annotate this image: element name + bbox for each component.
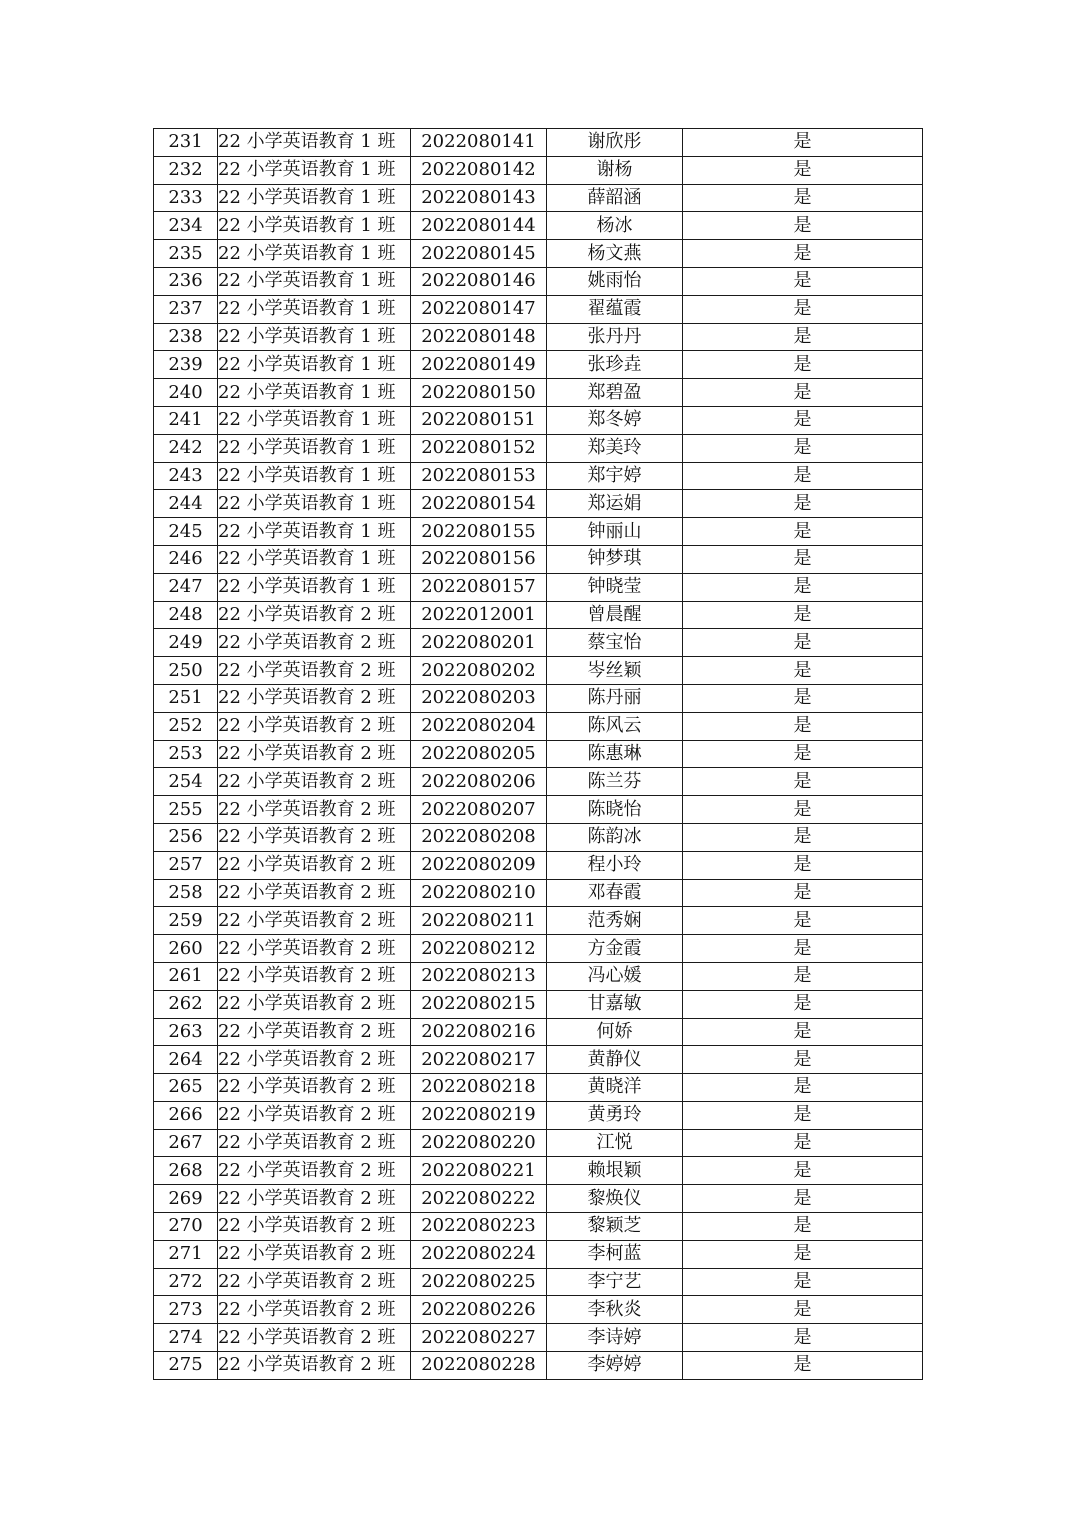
student-id-cell: 2022080144 [411, 212, 547, 240]
status-flag-cell: 是 [683, 1101, 923, 1129]
class-name-cell: 22 小学英语教育 1 班 [218, 323, 411, 351]
status-flag-cell: 是 [683, 240, 923, 268]
status-flag-cell: 是 [683, 684, 923, 712]
student-name-cell: 李诗婷 [547, 1324, 683, 1352]
row-number-cell: 260 [154, 935, 218, 963]
row-number-cell: 234 [154, 212, 218, 240]
status-flag-cell: 是 [683, 768, 923, 796]
student-name-cell: 程小玲 [547, 851, 683, 879]
class-name-cell: 22 小学英语教育 1 班 [218, 184, 411, 212]
row-number-cell: 254 [154, 768, 218, 796]
table-row [154, 1324, 923, 1352]
status-flag-cell: 是 [683, 1046, 923, 1074]
student-name-cell: 曾晨醒 [547, 601, 683, 629]
table-row [154, 712, 923, 740]
student-name-cell: 黎焕仪 [547, 1185, 683, 1213]
student-id-cell: 2022080206 [411, 768, 547, 796]
student-name-cell: 赖垠颖 [547, 1157, 683, 1185]
row-number-cell: 246 [154, 545, 218, 573]
student-name-cell: 方金霞 [547, 935, 683, 963]
row-number-cell: 241 [154, 406, 218, 434]
row-number-cell: 270 [154, 1213, 218, 1241]
class-name-cell: 22 小学英语教育 2 班 [218, 740, 411, 768]
status-flag-cell: 是 [683, 212, 923, 240]
status-flag-cell: 是 [683, 1240, 923, 1268]
row-number-cell: 249 [154, 629, 218, 657]
table-row [154, 629, 923, 657]
row-number-cell: 255 [154, 796, 218, 824]
student-id-cell: 2022080222 [411, 1185, 547, 1213]
table-row [154, 990, 923, 1018]
student-id-cell: 2022080150 [411, 379, 547, 407]
class-name-cell: 22 小学英语教育 2 班 [218, 1129, 411, 1157]
status-flag-cell: 是 [683, 740, 923, 768]
status-flag-cell: 是 [683, 156, 923, 184]
row-number-cell: 275 [154, 1352, 218, 1380]
table-row [154, 518, 923, 546]
student-name-cell: 李宁艺 [547, 1268, 683, 1296]
table-row [154, 545, 923, 573]
status-flag-cell: 是 [683, 379, 923, 407]
table-row [154, 267, 923, 295]
row-number-cell: 247 [154, 573, 218, 601]
student-name-cell: 薛韶涵 [547, 184, 683, 212]
class-name-cell: 22 小学英语教育 2 班 [218, 1157, 411, 1185]
table-row [154, 379, 923, 407]
student-name-cell: 郑宇婷 [547, 462, 683, 490]
student-name-cell: 黄静仪 [547, 1046, 683, 1074]
table-row [154, 490, 923, 518]
status-flag-cell: 是 [683, 1296, 923, 1324]
row-number-cell: 256 [154, 823, 218, 851]
row-number-cell: 233 [154, 184, 218, 212]
class-name-cell: 22 小学英语教育 2 班 [218, 768, 411, 796]
table-row [154, 962, 923, 990]
student-id-cell: 2022080226 [411, 1296, 547, 1324]
class-name-cell: 22 小学英语教育 2 班 [218, 1185, 411, 1213]
row-number-cell: 243 [154, 462, 218, 490]
student-id-cell: 2022080143 [411, 184, 547, 212]
student-id-cell: 2022080152 [411, 434, 547, 462]
student-name-cell: 郑运娟 [547, 490, 683, 518]
student-id-cell: 2022080141 [411, 129, 547, 157]
status-flag-cell: 是 [683, 629, 923, 657]
student-name-cell: 江悦 [547, 1129, 683, 1157]
student-roster-table [153, 128, 923, 1380]
student-id-cell: 2022080154 [411, 490, 547, 518]
class-name-cell: 22 小学英语教育 1 班 [218, 295, 411, 323]
student-name-cell: 钟梦琪 [547, 545, 683, 573]
class-name-cell: 22 小学英语教育 2 班 [218, 935, 411, 963]
status-flag-cell: 是 [683, 518, 923, 546]
status-flag-cell: 是 [683, 1129, 923, 1157]
class-name-cell: 22 小学英语教育 2 班 [218, 1324, 411, 1352]
student-id-cell: 2022080225 [411, 1268, 547, 1296]
student-id-cell: 2022080155 [411, 518, 547, 546]
student-name-cell: 范秀娴 [547, 907, 683, 935]
status-flag-cell: 是 [683, 490, 923, 518]
row-number-cell: 258 [154, 879, 218, 907]
row-number-cell: 250 [154, 657, 218, 685]
student-id-cell: 2022080217 [411, 1046, 547, 1074]
student-id-cell: 2022080220 [411, 1129, 547, 1157]
status-flag-cell: 是 [683, 712, 923, 740]
status-flag-cell: 是 [683, 1074, 923, 1102]
student-id-cell: 2022080153 [411, 462, 547, 490]
class-name-cell: 22 小学英语教育 1 班 [218, 462, 411, 490]
student-name-cell: 陈韵冰 [547, 823, 683, 851]
table-row [154, 823, 923, 851]
student-name-cell: 谢欣彤 [547, 129, 683, 157]
status-flag-cell: 是 [683, 1157, 923, 1185]
class-name-cell: 22 小学英语教育 2 班 [218, 796, 411, 824]
student-name-cell: 杨文燕 [547, 240, 683, 268]
student-name-cell: 钟丽山 [547, 518, 683, 546]
student-name-cell: 邓春霞 [547, 879, 683, 907]
status-flag-cell: 是 [683, 1185, 923, 1213]
class-name-cell: 22 小学英语教育 2 班 [218, 1240, 411, 1268]
table-row [154, 740, 923, 768]
student-id-cell: 2022080151 [411, 406, 547, 434]
student-id-cell: 2022080201 [411, 629, 547, 657]
table-row [154, 573, 923, 601]
class-name-cell: 22 小学英语教育 1 班 [218, 518, 411, 546]
table-row [154, 1074, 923, 1102]
status-flag-cell: 是 [683, 935, 923, 963]
row-number-cell: 240 [154, 379, 218, 407]
status-flag-cell: 是 [683, 545, 923, 573]
student-name-cell: 郑碧盈 [547, 379, 683, 407]
class-name-cell: 22 小学英语教育 2 班 [218, 962, 411, 990]
student-name-cell: 郑美玲 [547, 434, 683, 462]
table-row [154, 434, 923, 462]
row-number-cell: 257 [154, 851, 218, 879]
student-id-cell: 2022080204 [411, 712, 547, 740]
student-name-cell: 黎颖芝 [547, 1213, 683, 1241]
student-id-cell: 2022080223 [411, 1213, 547, 1241]
class-name-cell: 22 小学英语教育 2 班 [218, 629, 411, 657]
roster-table-body [154, 129, 923, 1380]
student-name-cell: 张丹丹 [547, 323, 683, 351]
table-row [154, 684, 923, 712]
class-name-cell: 22 小学英语教育 2 班 [218, 990, 411, 1018]
student-id-cell: 2022012001 [411, 601, 547, 629]
row-number-cell: 262 [154, 990, 218, 1018]
student-id-cell: 2022080156 [411, 545, 547, 573]
status-flag-cell: 是 [683, 657, 923, 685]
status-flag-cell: 是 [683, 184, 923, 212]
status-flag-cell: 是 [683, 851, 923, 879]
table-row [154, 129, 923, 157]
student-name-cell: 蔡宝怡 [547, 629, 683, 657]
class-name-cell: 22 小学英语教育 2 班 [218, 823, 411, 851]
row-number-cell: 273 [154, 1296, 218, 1324]
row-number-cell: 259 [154, 907, 218, 935]
status-flag-cell: 是 [683, 462, 923, 490]
student-id-cell: 2022080208 [411, 823, 547, 851]
table-row [154, 1185, 923, 1213]
student-name-cell: 郑冬婷 [547, 406, 683, 434]
student-id-cell: 2022080224 [411, 1240, 547, 1268]
student-id-cell: 2022080209 [411, 851, 547, 879]
table-row [154, 935, 923, 963]
row-number-cell: 232 [154, 156, 218, 184]
table-row [154, 1213, 923, 1241]
class-name-cell: 22 小学英语教育 1 班 [218, 129, 411, 157]
table-row [154, 212, 923, 240]
class-name-cell: 22 小学英语教育 1 班 [218, 545, 411, 573]
student-name-cell: 陈风云 [547, 712, 683, 740]
student-id-cell: 2022080216 [411, 1018, 547, 1046]
student-id-cell: 2022080145 [411, 240, 547, 268]
student-id-cell: 2022080215 [411, 990, 547, 1018]
class-name-cell: 22 小学英语教育 1 班 [218, 490, 411, 518]
row-number-cell: 266 [154, 1101, 218, 1129]
table-row [154, 462, 923, 490]
class-name-cell: 22 小学英语教育 2 班 [218, 1074, 411, 1102]
table-row [154, 240, 923, 268]
student-id-cell: 2022080219 [411, 1101, 547, 1129]
class-name-cell: 22 小学英语教育 2 班 [218, 1213, 411, 1241]
table-row [154, 1157, 923, 1185]
row-number-cell: 253 [154, 740, 218, 768]
row-number-cell: 268 [154, 1157, 218, 1185]
class-name-cell: 22 小学英语教育 1 班 [218, 212, 411, 240]
student-id-cell: 2022080210 [411, 879, 547, 907]
table-row [154, 907, 923, 935]
row-number-cell: 269 [154, 1185, 218, 1213]
row-number-cell: 231 [154, 129, 218, 157]
student-name-cell: 钟晓莹 [547, 573, 683, 601]
student-id-cell: 2022080146 [411, 267, 547, 295]
row-number-cell: 272 [154, 1268, 218, 1296]
table-row [154, 768, 923, 796]
student-id-cell: 2022080211 [411, 907, 547, 935]
status-flag-cell: 是 [683, 907, 923, 935]
table-row [154, 156, 923, 184]
class-name-cell: 22 小学英语教育 2 班 [218, 712, 411, 740]
status-flag-cell: 是 [683, 129, 923, 157]
student-name-cell: 姚雨怡 [547, 267, 683, 295]
student-id-cell: 2022080202 [411, 657, 547, 685]
status-flag-cell: 是 [683, 1213, 923, 1241]
status-flag-cell: 是 [683, 1268, 923, 1296]
row-number-cell: 263 [154, 1018, 218, 1046]
status-flag-cell: 是 [683, 1324, 923, 1352]
status-flag-cell: 是 [683, 879, 923, 907]
student-name-cell: 杨冰 [547, 212, 683, 240]
status-flag-cell: 是 [683, 1018, 923, 1046]
status-flag-cell: 是 [683, 990, 923, 1018]
status-flag-cell: 是 [683, 267, 923, 295]
table-row [154, 295, 923, 323]
class-name-cell: 22 小学英语教育 1 班 [218, 156, 411, 184]
row-number-cell: 251 [154, 684, 218, 712]
status-flag-cell: 是 [683, 601, 923, 629]
table-row [154, 657, 923, 685]
class-name-cell: 22 小学英语教育 2 班 [218, 657, 411, 685]
student-name-cell: 岑丝颖 [547, 657, 683, 685]
class-name-cell: 22 小学英语教育 2 班 [218, 684, 411, 712]
student-name-cell: 黄勇玲 [547, 1101, 683, 1129]
row-number-cell: 267 [154, 1129, 218, 1157]
class-name-cell: 22 小学英语教育 2 班 [218, 879, 411, 907]
status-flag-cell: 是 [683, 962, 923, 990]
row-number-cell: 237 [154, 295, 218, 323]
student-id-cell: 2022080207 [411, 796, 547, 824]
student-name-cell: 冯心媛 [547, 962, 683, 990]
table-row [154, 851, 923, 879]
row-number-cell: 239 [154, 351, 218, 379]
table-row [154, 1018, 923, 1046]
student-name-cell: 李婷婷 [547, 1352, 683, 1380]
student-id-cell: 2022080203 [411, 684, 547, 712]
student-id-cell: 2022080142 [411, 156, 547, 184]
student-id-cell: 2022080227 [411, 1324, 547, 1352]
student-name-cell: 陈晓怡 [547, 796, 683, 824]
student-name-cell: 李秋炎 [547, 1296, 683, 1324]
student-id-cell: 2022080212 [411, 935, 547, 963]
row-number-cell: 248 [154, 601, 218, 629]
student-name-cell: 陈兰芬 [547, 768, 683, 796]
student-id-cell: 2022080157 [411, 573, 547, 601]
student-id-cell: 2022080205 [411, 740, 547, 768]
student-id-cell: 2022080228 [411, 1352, 547, 1380]
status-flag-cell: 是 [683, 295, 923, 323]
student-name-cell: 翟蕴霞 [547, 295, 683, 323]
student-name-cell: 陈丹丽 [547, 684, 683, 712]
class-name-cell: 22 小学英语教育 1 班 [218, 351, 411, 379]
table-row [154, 1240, 923, 1268]
status-flag-cell: 是 [683, 434, 923, 462]
student-id-cell: 2022080147 [411, 295, 547, 323]
row-number-cell: 261 [154, 962, 218, 990]
table-row [154, 1129, 923, 1157]
table-row [154, 323, 923, 351]
row-number-cell: 235 [154, 240, 218, 268]
class-name-cell: 22 小学英语教育 2 班 [218, 1352, 411, 1380]
table-row [154, 1268, 923, 1296]
student-id-cell: 2022080148 [411, 323, 547, 351]
student-name-cell: 张珍垚 [547, 351, 683, 379]
student-name-cell: 李柯蓝 [547, 1240, 683, 1268]
row-number-cell: 274 [154, 1324, 218, 1352]
student-id-cell: 2022080213 [411, 962, 547, 990]
table-row [154, 184, 923, 212]
table-row [154, 351, 923, 379]
row-number-cell: 264 [154, 1046, 218, 1074]
row-number-cell: 245 [154, 518, 218, 546]
row-number-cell: 265 [154, 1074, 218, 1102]
class-name-cell: 22 小学英语教育 2 班 [218, 601, 411, 629]
row-number-cell: 238 [154, 323, 218, 351]
table-row [154, 406, 923, 434]
status-flag-cell: 是 [683, 823, 923, 851]
student-id-cell: 2022080218 [411, 1074, 547, 1102]
status-flag-cell: 是 [683, 351, 923, 379]
row-number-cell: 242 [154, 434, 218, 462]
row-number-cell: 236 [154, 267, 218, 295]
student-id-cell: 2022080221 [411, 1157, 547, 1185]
status-flag-cell: 是 [683, 406, 923, 434]
class-name-cell: 22 小学英语教育 1 班 [218, 379, 411, 407]
status-flag-cell: 是 [683, 323, 923, 351]
class-name-cell: 22 小学英语教育 2 班 [218, 1018, 411, 1046]
class-name-cell: 22 小学英语教育 1 班 [218, 406, 411, 434]
row-number-cell: 271 [154, 1240, 218, 1268]
class-name-cell: 22 小学英语教育 1 班 [218, 434, 411, 462]
class-name-cell: 22 小学英语教育 1 班 [218, 240, 411, 268]
table-row [154, 796, 923, 824]
row-number-cell: 252 [154, 712, 218, 740]
student-name-cell: 谢杨 [547, 156, 683, 184]
row-number-cell: 244 [154, 490, 218, 518]
table-row [154, 1046, 923, 1074]
class-name-cell: 22 小学英语教育 2 班 [218, 1046, 411, 1074]
class-name-cell: 22 小学英语教育 2 班 [218, 1296, 411, 1324]
class-name-cell: 22 小学英语教育 1 班 [218, 573, 411, 601]
status-flag-cell: 是 [683, 1352, 923, 1380]
student-name-cell: 黄晓洋 [547, 1074, 683, 1102]
student-name-cell: 何娇 [547, 1018, 683, 1046]
class-name-cell: 22 小学英语教育 1 班 [218, 267, 411, 295]
status-flag-cell: 是 [683, 573, 923, 601]
class-name-cell: 22 小学英语教育 2 班 [218, 1101, 411, 1129]
student-name-cell: 陈惠琳 [547, 740, 683, 768]
class-name-cell: 22 小学英语教育 2 班 [218, 907, 411, 935]
table-row [154, 1352, 923, 1380]
table-row [154, 601, 923, 629]
table-row [154, 1101, 923, 1129]
table-row [154, 879, 923, 907]
table-row [154, 1296, 923, 1324]
status-flag-cell: 是 [683, 796, 923, 824]
student-id-cell: 2022080149 [411, 351, 547, 379]
student-name-cell: 甘嘉敏 [547, 990, 683, 1018]
class-name-cell: 22 小学英语教育 2 班 [218, 1268, 411, 1296]
class-name-cell: 22 小学英语教育 2 班 [218, 851, 411, 879]
